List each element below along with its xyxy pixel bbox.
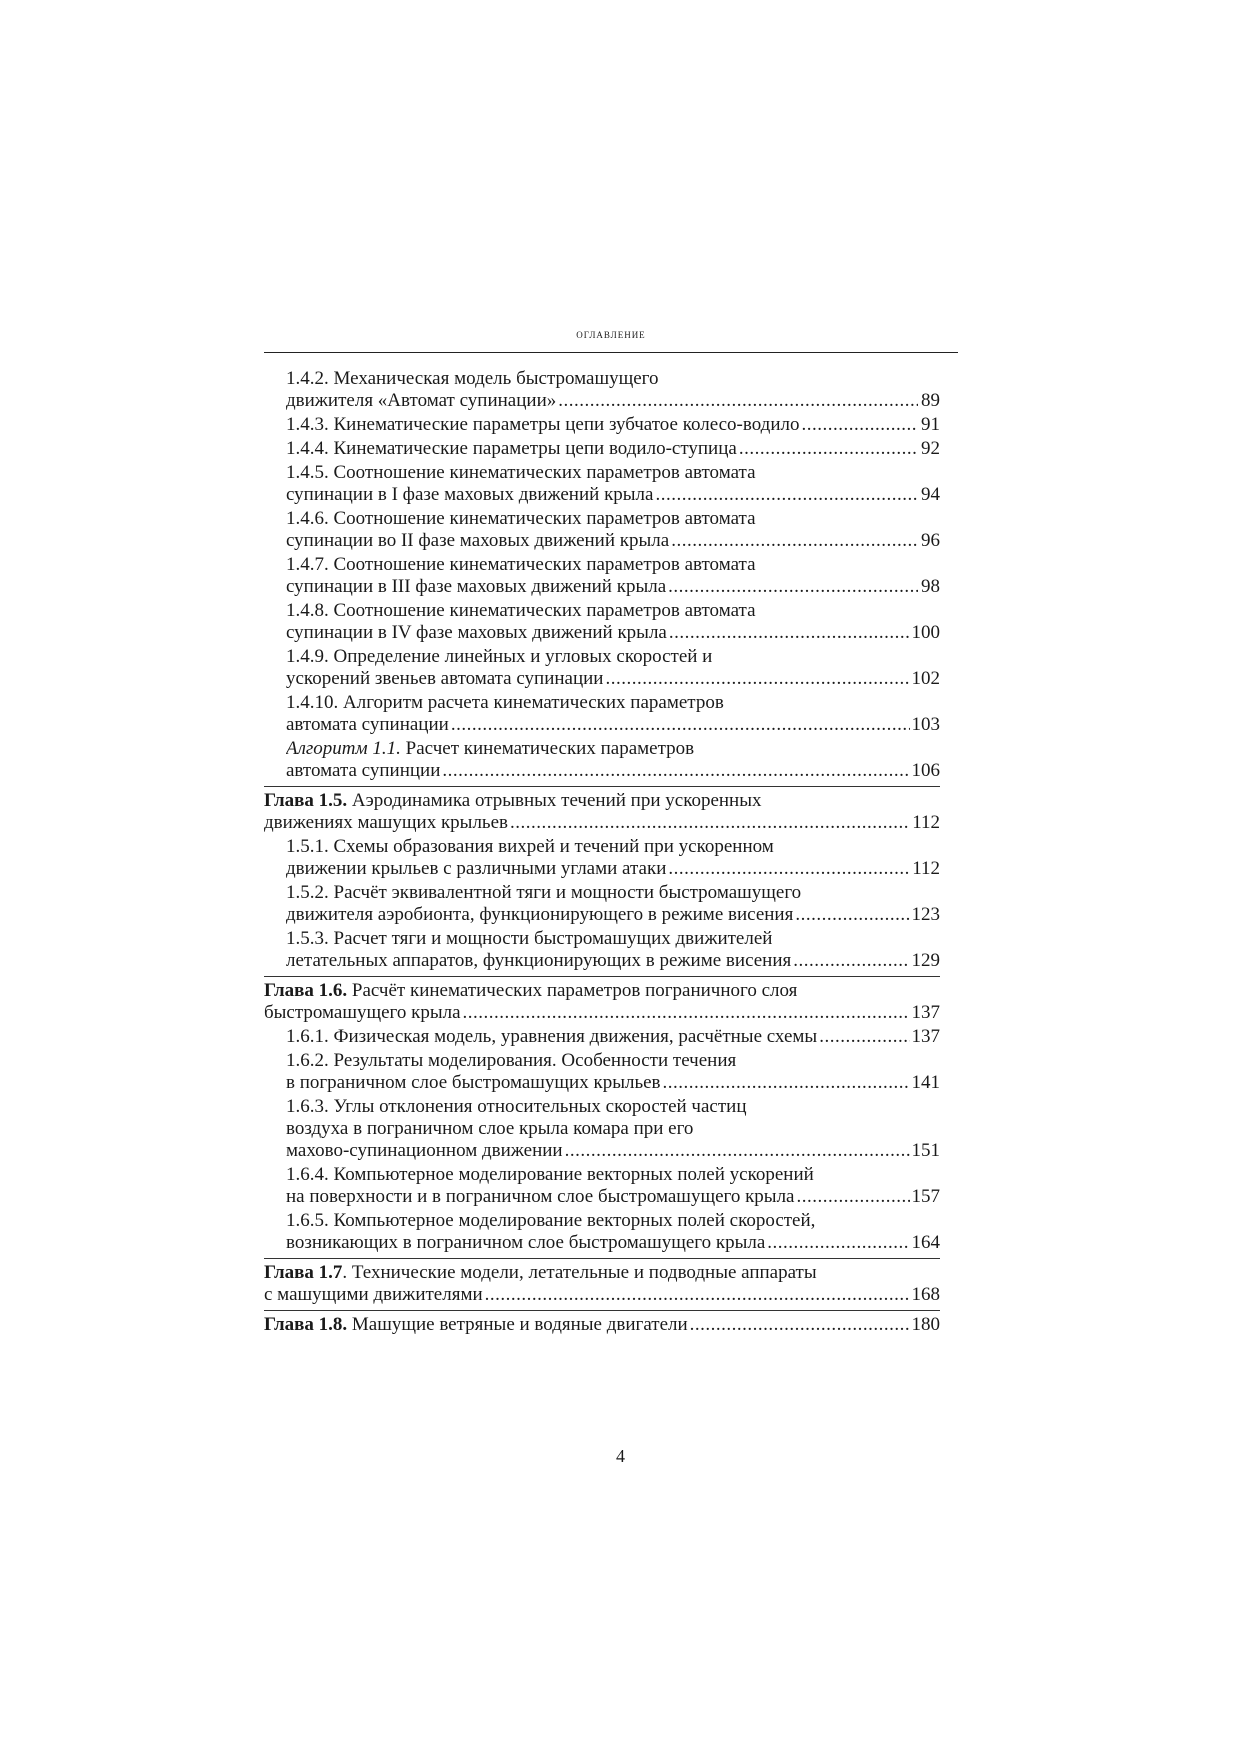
toc-entry[interactable] bbox=[264, 554, 940, 598]
toc-page-number: 112 bbox=[912, 812, 940, 833]
toc-entry[interactable] bbox=[264, 438, 940, 460]
toc-page-number: 129 bbox=[911, 950, 940, 971]
toc-page-number: 100 bbox=[911, 622, 940, 643]
toc-chapter[interactable] bbox=[264, 786, 940, 834]
leader-dots bbox=[795, 904, 909, 926]
running-head: оглавление bbox=[576, 326, 646, 341]
leader-dots bbox=[796, 1186, 909, 1208]
toc-entry-title: 1.5.2. Расчёт эквивалентной тяги и мощности быстромашущего bbox=[286, 882, 802, 903]
toc-entry-title: Расчет кинематических параметров bbox=[400, 738, 695, 759]
toc-entry-title-cont: супинации в I фазе маховых движений крыла bbox=[286, 484, 654, 505]
toc-entry-title: 1.4.7. Соотношение кинематических параметров автомата bbox=[286, 554, 756, 575]
chapter-label: Глава 1.8. bbox=[264, 1314, 348, 1335]
chapter-label: Глава 1.6. bbox=[264, 980, 348, 1001]
toc-entry-title-cont: автомата супинции bbox=[286, 760, 441, 781]
toc-entry[interactable] bbox=[264, 738, 940, 782]
toc-entry-title-cont: летательных аппаратов, функционирующих в режиме висения bbox=[286, 950, 792, 971]
toc-entry[interactable] bbox=[264, 414, 940, 436]
toc-entry[interactable] bbox=[264, 368, 940, 412]
leader-dots bbox=[463, 1002, 910, 1024]
toc-entry-title-cont: воздуха в пограничном слое крыла комара при его bbox=[286, 1118, 694, 1139]
toc-entry-title: 1.4.3. Кинематические параметры цепи зубчатое колесо-водило bbox=[286, 414, 800, 435]
toc-entry-title-cont: возникающих в пограничном слое быстромашущего крыла bbox=[286, 1232, 766, 1253]
toc-entry-title: 1.4.10. Алгоритм расчета кинематических параметров bbox=[286, 692, 724, 713]
toc-page-number: 151 bbox=[911, 1140, 940, 1161]
toc-chapter[interactable] bbox=[264, 976, 940, 1024]
toc-entry[interactable] bbox=[264, 1210, 940, 1254]
chapter-label: Глава 1.5. bbox=[264, 790, 348, 811]
toc-page-number: 180 bbox=[911, 1314, 940, 1335]
toc-entry-title: 1.5.3. Расчет тяги и мощности быстромашущих движителей bbox=[286, 928, 773, 949]
toc-entry-italic-label: Алгоритм 1.1. bbox=[286, 738, 401, 759]
leader-dots bbox=[558, 390, 918, 412]
leader-dots bbox=[819, 1026, 909, 1048]
page-number: 4 bbox=[616, 1446, 625, 1466]
toc-page-number: 89 bbox=[921, 390, 940, 411]
toc-entry-title: 1.4.5. Соотношение кинематических параметров автомата bbox=[286, 462, 756, 483]
toc-entry[interactable] bbox=[264, 1164, 940, 1208]
toc-entry[interactable] bbox=[264, 928, 940, 972]
chapter-label: Глава 1.7 bbox=[264, 1262, 343, 1283]
toc-entry[interactable] bbox=[264, 646, 940, 690]
toc-page-number: 94 bbox=[921, 484, 940, 505]
toc-entry-title-cont: движении крыльев с различными углами атаки bbox=[286, 858, 667, 879]
chapter-title: Машущие ветряные и водяные двигатели bbox=[347, 1314, 688, 1335]
toc-entry[interactable] bbox=[264, 692, 940, 736]
toc-chapter[interactable] bbox=[264, 1258, 940, 1306]
toc-entry-title-cont: автомата супинации bbox=[286, 714, 449, 735]
toc-entry-title-cont: на поверхности и в пограничном слое быстромашущего крыла bbox=[286, 1186, 795, 1207]
leader-dots bbox=[663, 1072, 910, 1094]
toc-entry[interactable] bbox=[264, 882, 940, 926]
toc-page-number: 123 bbox=[911, 904, 940, 925]
toc-entry-title: 1.6.3. Углы отклонения относительных скоростей частиц bbox=[286, 1096, 747, 1117]
toc-page-number: 168 bbox=[911, 1284, 940, 1305]
toc-page-number: 103 bbox=[911, 714, 940, 735]
toc-page-number: 157 bbox=[911, 1186, 940, 1207]
toc-entry[interactable] bbox=[264, 508, 940, 552]
leader-dots bbox=[671, 530, 918, 552]
leader-dots bbox=[442, 760, 909, 782]
toc-entry[interactable] bbox=[264, 836, 940, 880]
toc-page-number: 102 bbox=[911, 668, 940, 689]
leader-dots bbox=[767, 1232, 909, 1254]
toc-entry-title: 1.6.5. Компьютерное моделирование векторных полей скоростей, bbox=[286, 1210, 816, 1231]
toc-entry-title: 1.6.2. Результаты моделирования. Особенности течения bbox=[286, 1050, 737, 1071]
leader-dots bbox=[802, 414, 919, 436]
toc-entry-title-cont: ускорений звеньев автомата супинации bbox=[286, 668, 604, 689]
leader-dots bbox=[668, 576, 918, 598]
toc-entry-title: 1.4.4. Кинематические параметры цепи водило-ступица bbox=[286, 438, 737, 459]
leader-dots bbox=[605, 668, 909, 690]
toc-entry-title: 1.5.1. Схемы образования вихрей и течений при ускоренном bbox=[286, 836, 774, 857]
header-rule bbox=[264, 352, 958, 353]
toc-page-number: 164 bbox=[911, 1232, 940, 1253]
toc-entry-title: 1.6.1. Физическая модель, уравнения движения, расчётные схемы bbox=[286, 1026, 818, 1047]
toc-entry-title: 1.4.9. Определение линейных и угловых скоростей и bbox=[286, 646, 713, 667]
toc-page-number: 96 bbox=[921, 530, 940, 551]
toc-entry[interactable] bbox=[264, 1050, 940, 1094]
toc-entry-title-cont: движителя «Автомат супинации» bbox=[286, 390, 557, 411]
toc-entry-title: 1.4.2. Механическая модель быстромашущего bbox=[286, 368, 659, 389]
leader-dots bbox=[451, 714, 910, 736]
toc-entry-title-cont: супинации во II фазе маховых движений крыла bbox=[286, 530, 670, 551]
toc-entry-title: 1.6.4. Компьютерное моделирование векторных полей ускорений bbox=[286, 1164, 814, 1185]
toc-entry-title-cont: в пограничном слое быстромашущих крыльев bbox=[286, 1072, 661, 1093]
leader-dots bbox=[510, 812, 910, 834]
toc-page-number: 137 bbox=[911, 1002, 940, 1023]
toc-entry[interactable] bbox=[264, 1096, 940, 1162]
toc-entry-title: 1.4.8. Соотношение кинематических параметров автомата bbox=[286, 600, 756, 621]
leader-dots bbox=[668, 858, 910, 880]
toc-entry-title: 1.4.6. Соотношение кинематических параметров автомата bbox=[286, 508, 756, 529]
toc-entry[interactable] bbox=[264, 600, 940, 644]
toc-entry-title-cont: супинации в III фазе маховых движений крыла bbox=[286, 576, 667, 597]
toc-page-number: 91 bbox=[921, 414, 940, 435]
toc-entry[interactable] bbox=[264, 462, 940, 506]
toc-entry-title-cont: движителя аэробионта, функционирующего в режиме висения bbox=[286, 904, 794, 925]
toc-chapter[interactable] bbox=[264, 1310, 940, 1336]
leader-dots bbox=[565, 1140, 910, 1162]
chapter-title: . Технические модели, летательные и подводные аппараты bbox=[342, 1262, 817, 1283]
leader-dots bbox=[655, 484, 918, 506]
toc-page-number: 98 bbox=[921, 576, 940, 597]
toc-entry-title-cont: супинации в IV фазе маховых движений крыла bbox=[286, 622, 667, 643]
table-of-contents bbox=[264, 368, 940, 1338]
leader-dots bbox=[793, 950, 909, 972]
chapter-title-cont: быстромашущего крыла bbox=[264, 1002, 461, 1023]
chapter-title: Аэродинамика отрывных течений при ускоренных bbox=[347, 790, 762, 811]
chapter-title-cont: движениях машущих крыльев bbox=[264, 812, 508, 833]
toc-page-number: 112 bbox=[912, 858, 940, 879]
toc-entry[interactable] bbox=[264, 1026, 940, 1048]
chapter-title-cont: с машущими движителями bbox=[264, 1284, 483, 1305]
chapter-title: Расчёт кинематических параметров пограничного слоя bbox=[347, 980, 798, 1001]
toc-page-number: 106 bbox=[911, 760, 940, 781]
leader-dots bbox=[739, 438, 918, 460]
leader-dots bbox=[669, 622, 910, 644]
toc-page-number: 92 bbox=[921, 438, 940, 459]
leader-dots bbox=[690, 1314, 910, 1336]
toc-page-number: 141 bbox=[911, 1072, 940, 1093]
leader-dots bbox=[485, 1284, 910, 1306]
toc-page-number: 137 bbox=[911, 1026, 940, 1047]
toc-entry-title-cont: махово-супинационном движении bbox=[286, 1140, 563, 1161]
